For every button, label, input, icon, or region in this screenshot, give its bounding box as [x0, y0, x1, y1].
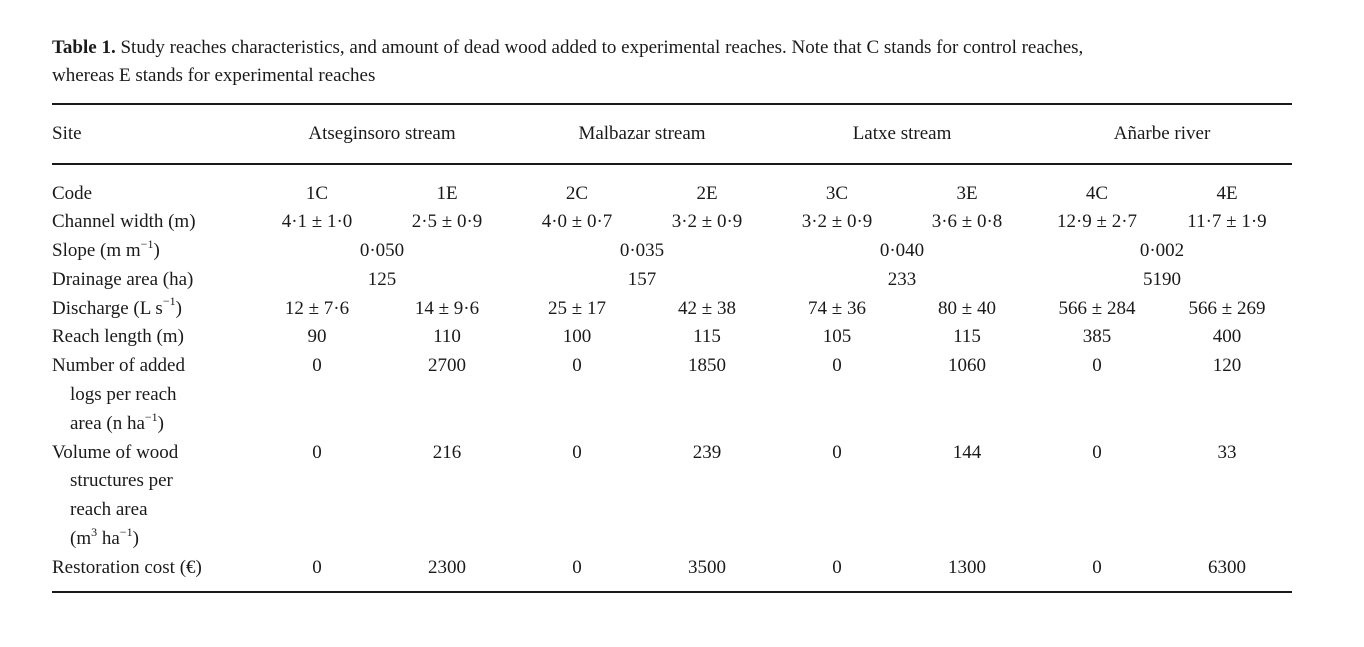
cell: 157: [627, 268, 657, 290]
header-rule: [52, 163, 1292, 165]
cell: 1060: [948, 355, 986, 377]
row-label-sup: −1: [140, 236, 154, 251]
row-label: [52, 352, 252, 438]
cell: 216: [432, 441, 462, 463]
cell: 0·002: [1139, 240, 1185, 262]
cell: 0: [572, 355, 582, 377]
row-label-text: ): [157, 412, 164, 434]
table-figure: [52, 34, 1292, 593]
row-label: [52, 295, 252, 324]
row-label-text: (m: [70, 528, 92, 550]
row-label-sup: −1: [144, 409, 158, 424]
cell: 115: [953, 326, 981, 348]
cell: 0·040: [879, 240, 925, 262]
cell: 74 ± 36: [808, 297, 866, 319]
cell: 14 ± 9·6: [414, 297, 480, 319]
cell: 100: [562, 326, 592, 348]
cell: 3500: [688, 556, 726, 578]
cell: 1E: [436, 182, 458, 204]
caption-text-line2: whereas E stands for experimental reaches: [52, 65, 376, 86]
row-label-line: Volume of wood: [52, 441, 179, 463]
cell: 4·0 ± 0·7: [541, 211, 613, 233]
cell: 3E: [956, 182, 978, 204]
row-label-sup: −1: [162, 294, 176, 309]
cell: 105: [822, 326, 852, 348]
row-label-text: Discharge (L s: [52, 297, 163, 319]
table-row-discharge: [52, 295, 1292, 324]
table-row-volume: [52, 439, 1292, 554]
table-row-drainage: [52, 266, 1292, 295]
cell: 0: [832, 556, 842, 578]
cell: 385: [1082, 326, 1112, 348]
table-row-channel-width: [52, 208, 1292, 237]
row-label-line: Number of added: [52, 355, 185, 377]
cell: 144: [952, 441, 982, 463]
cell: 0: [312, 355, 322, 377]
header-site: Site: [52, 123, 82, 144]
row-label-line: structures per: [70, 470, 173, 492]
cell: 0·035: [619, 240, 665, 262]
header-group-2: Malbazar stream: [578, 123, 706, 144]
row-label-text: area (n ha: [70, 412, 145, 434]
cell: 566 ± 269: [1188, 297, 1266, 319]
data-table: [52, 105, 1292, 163]
cell: 11·7 ± 1·9: [1187, 211, 1267, 233]
cell: 110: [433, 326, 461, 348]
cell: 0: [312, 441, 322, 463]
header-group-1: Atseginsoro stream: [308, 123, 456, 144]
cell: 6300: [1208, 556, 1246, 578]
cell: 3·2 ± 0·9: [801, 211, 873, 233]
row-label-line: logs per reach: [70, 384, 177, 406]
header-group-4: Añarbe river: [1113, 123, 1211, 144]
cell: 0: [832, 355, 842, 377]
caption-text: Study reaches characteristics, and amount of dead wood added to experimental reaches. Note that C stands for control reaches,: [120, 37, 1084, 58]
cell: 4E: [1216, 182, 1238, 204]
row-label-line: reach area: [70, 499, 148, 521]
cell: 3C: [825, 182, 849, 204]
header-group-3: Latxe stream: [852, 123, 952, 144]
cell: 400: [1212, 326, 1242, 348]
row-label: Channel width (m): [52, 211, 196, 233]
row-label-sup: 3: [91, 524, 98, 539]
table-caption: [52, 34, 1292, 90]
cell: 125: [367, 268, 397, 290]
cell: 0: [832, 441, 842, 463]
table-row-cost: [52, 554, 1292, 583]
cell: 3·2 ± 0·9: [671, 211, 743, 233]
cell: 120: [1212, 355, 1242, 377]
table-row-logs: [52, 352, 1292, 438]
cell: 25 ± 17: [548, 297, 606, 319]
row-label-line: [52, 410, 252, 439]
cell: 2·5 ± 0·9: [411, 211, 483, 233]
cell: 566 ± 284: [1058, 297, 1136, 319]
data-table-body: [52, 180, 1292, 583]
cell: 5190: [1143, 268, 1181, 290]
cell: 90: [307, 326, 327, 348]
row-label-text: ): [153, 240, 160, 262]
cell: 0: [1092, 441, 1102, 463]
row-label-text: Slope (m m: [52, 240, 141, 262]
row-label: [52, 237, 252, 266]
cell: 1C: [305, 182, 329, 204]
row-label-text: ): [132, 528, 139, 550]
row-label: Reach length (m): [52, 326, 184, 348]
cell: 12 ± 7·6: [284, 297, 350, 319]
cell: 2E: [696, 182, 718, 204]
cell: 1300: [948, 556, 986, 578]
cell: 2700: [428, 355, 466, 377]
cell: 115: [693, 326, 721, 348]
cell: 4·1 ± 1·0: [281, 211, 353, 233]
row-label: Code: [52, 182, 93, 204]
cell: 0·050: [359, 240, 405, 262]
cell: 80 ± 40: [938, 297, 996, 319]
table-row-reach-length: [52, 323, 1292, 352]
row-label: [52, 439, 252, 554]
caption-label: Table 1.: [52, 37, 116, 58]
cell: 233: [887, 268, 917, 290]
cell: 2300: [428, 556, 466, 578]
cell: 239: [692, 441, 722, 463]
cell: 0: [1092, 355, 1102, 377]
row-label: Restoration cost (€): [52, 556, 202, 578]
cell: 0: [1092, 556, 1102, 578]
bottom-rule: [52, 591, 1292, 593]
cell: 12·9 ± 2·7: [1056, 211, 1138, 233]
cell: 3·6 ± 0·8: [931, 211, 1003, 233]
cell: 4C: [1085, 182, 1109, 204]
row-label-text: ha: [97, 528, 120, 550]
table-row-code: [52, 180, 1292, 209]
cell: 2C: [565, 182, 589, 204]
row-label-line: [52, 525, 252, 554]
cell: 42 ± 38: [678, 297, 736, 319]
table-row-slope: [52, 237, 1292, 266]
row-label: Drainage area (ha): [52, 268, 194, 290]
cell: 0: [572, 441, 582, 463]
row-label-text: ): [175, 297, 182, 319]
header-row: [52, 105, 1292, 163]
cell: 0: [572, 556, 582, 578]
cell: 1850: [688, 355, 726, 377]
cell: 0: [312, 556, 322, 578]
row-label-sup: −1: [119, 524, 133, 539]
cell: 33: [1217, 441, 1237, 463]
